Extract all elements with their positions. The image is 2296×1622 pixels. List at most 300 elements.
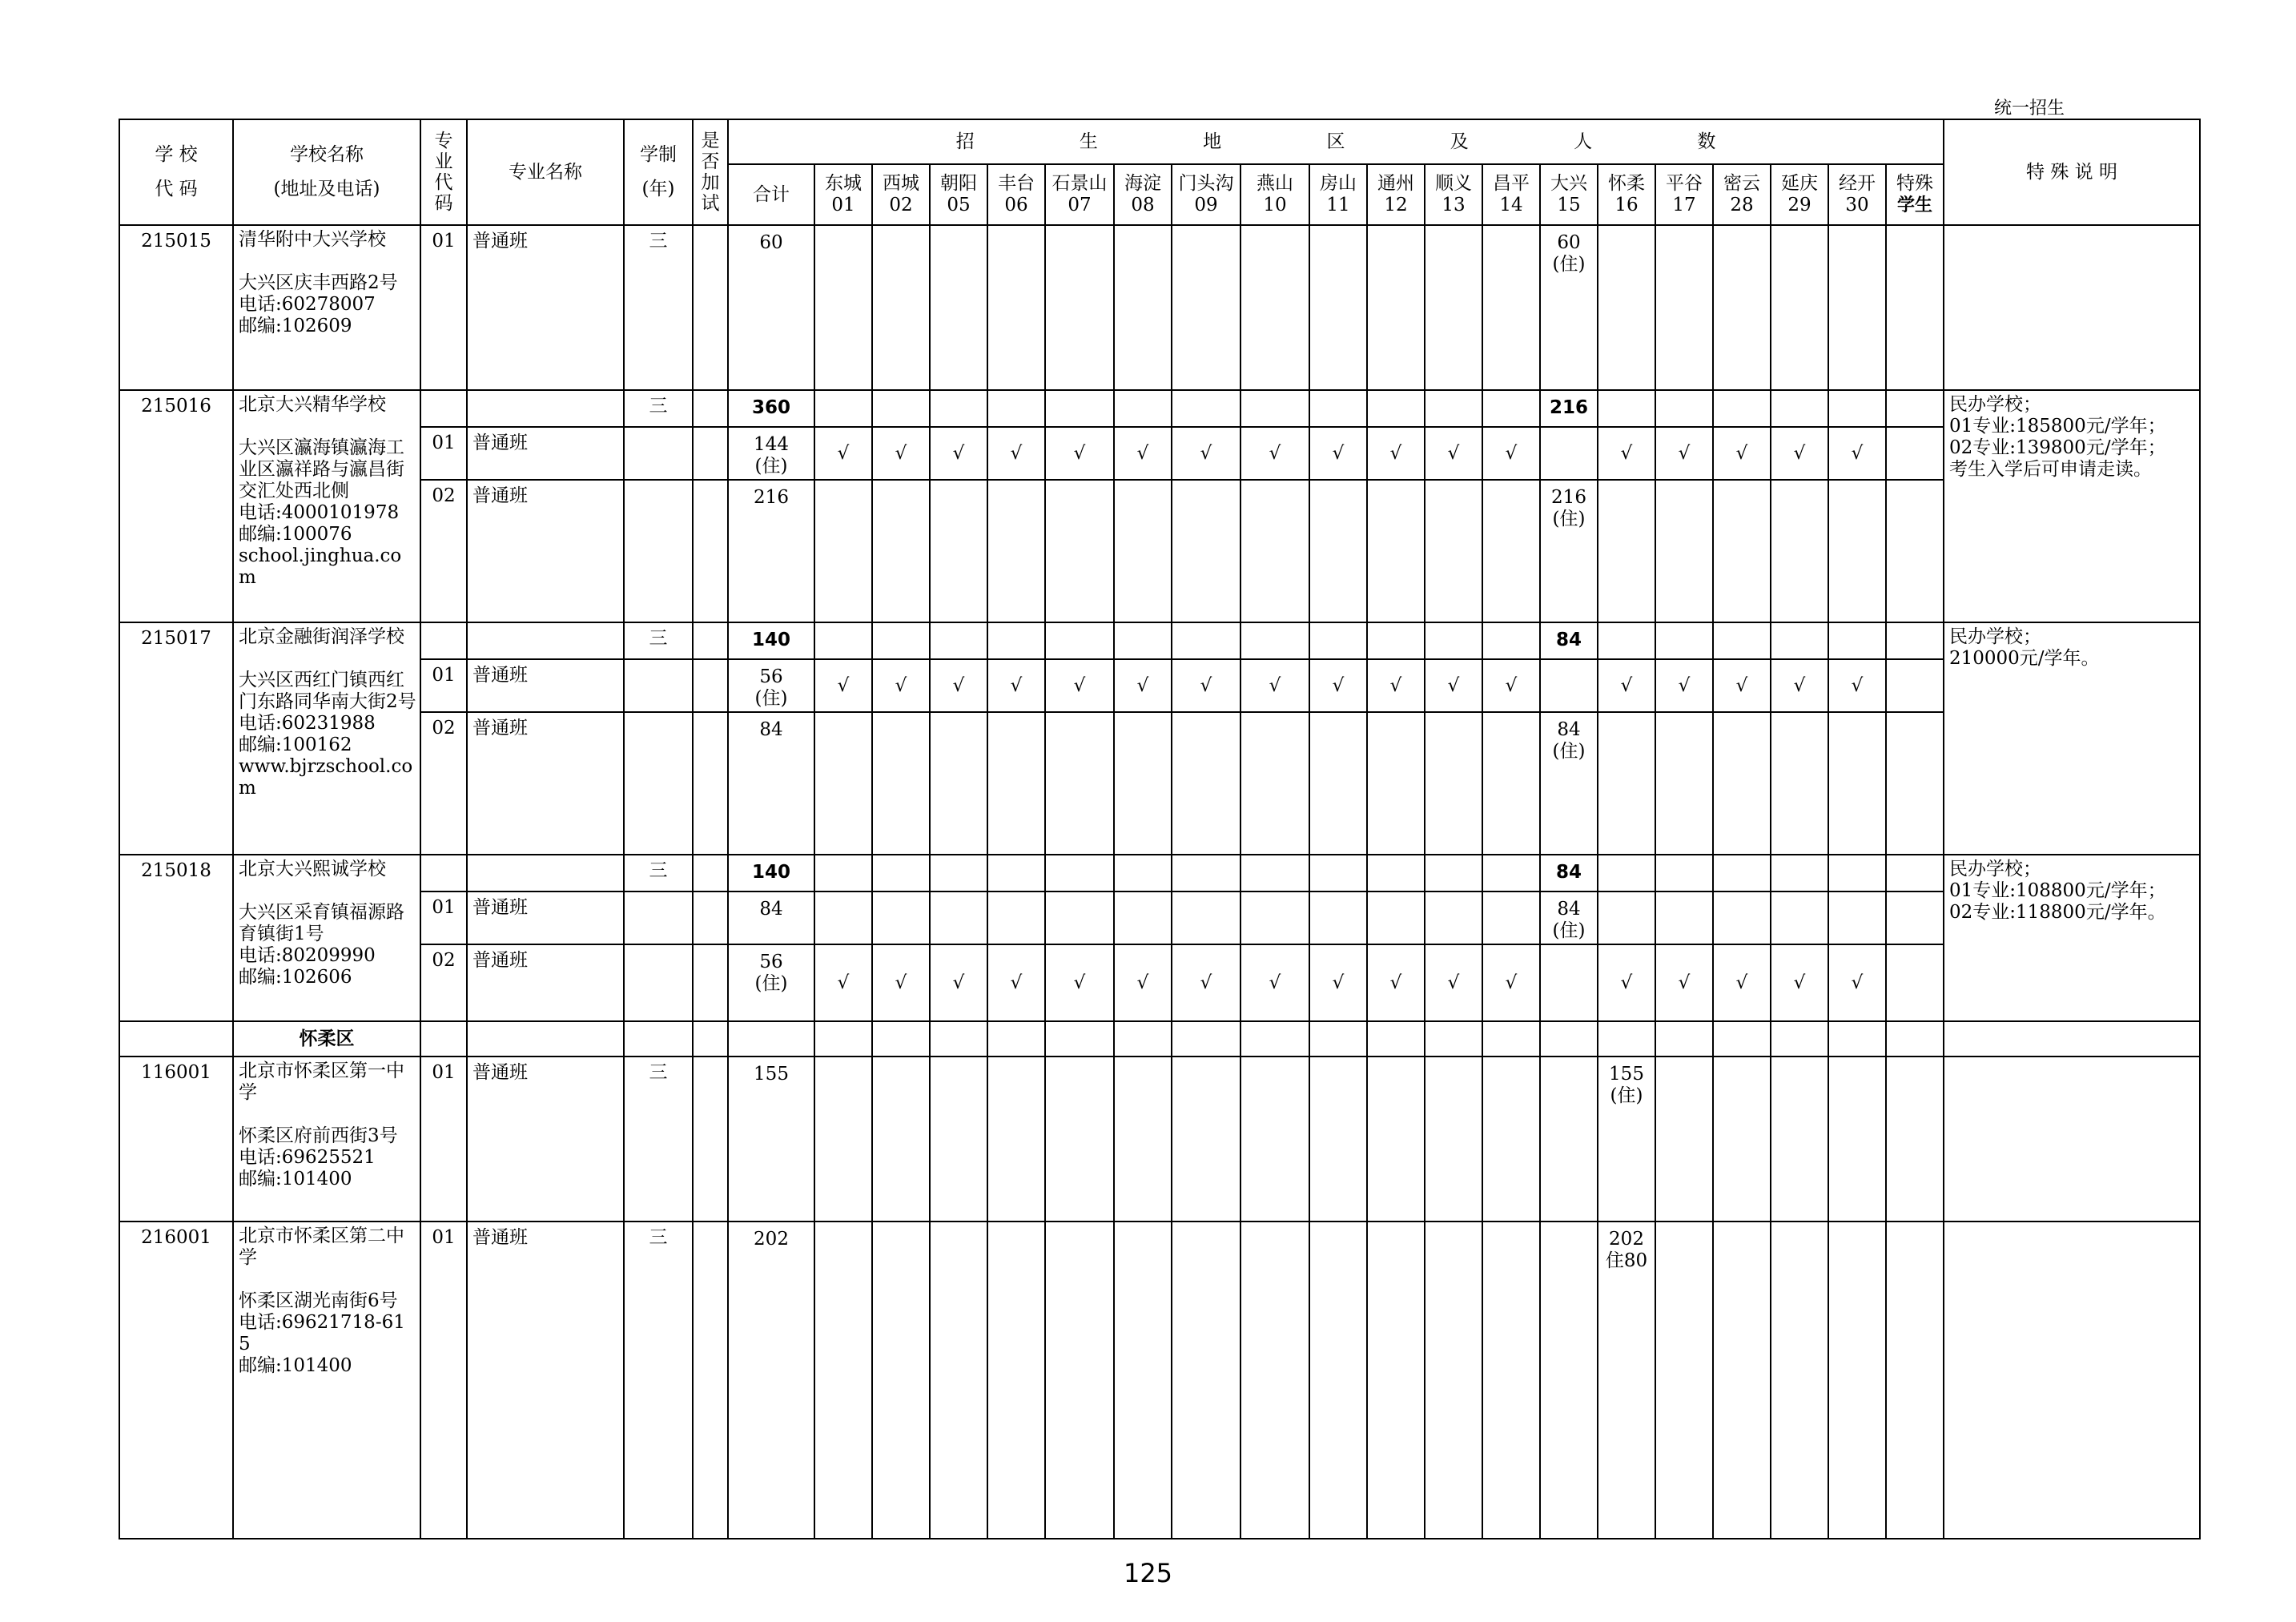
region-cell-09-check: √ <box>1172 427 1240 480</box>
region-cell-30 <box>1828 891 1886 944</box>
header-region-16: 怀柔 16 <box>1598 164 1655 225</box>
major-name: 普通班 <box>467 659 624 712</box>
region-cell-16-check: √ <box>1598 427 1655 480</box>
district-empty <box>420 1021 467 1057</box>
region-cell-06 <box>987 1057 1045 1222</box>
region-cell-07-check: √ <box>1045 944 1114 1021</box>
region-cell-15 <box>1540 1057 1598 1222</box>
region-cell-06-check: √ <box>987 427 1045 480</box>
region-cell-07 <box>1045 1057 1114 1222</box>
total: 56 (住) <box>728 659 814 712</box>
region-cell-12 <box>1367 1057 1425 1222</box>
district-empty <box>1771 1021 1828 1057</box>
special-notes <box>1944 1057 2200 1222</box>
years: 三 <box>624 622 693 659</box>
region-cell-11 <box>1309 390 1367 427</box>
header-region-14: 昌平 14 <box>1482 164 1540 225</box>
region-cell-05 <box>930 891 987 944</box>
region-cell-学生 <box>1886 1222 1944 1539</box>
region-cell-14 <box>1482 712 1540 855</box>
region-cell-07 <box>1045 712 1114 855</box>
major-code <box>420 390 467 427</box>
major-name: 普通班 <box>467 225 624 390</box>
years <box>624 891 693 944</box>
region-cell-06 <box>987 622 1045 659</box>
header-region-30: 经开 30 <box>1828 164 1886 225</box>
region-cell-10-check: √ <box>1240 944 1309 1021</box>
years <box>624 659 693 712</box>
region-cell-28 <box>1713 712 1771 855</box>
school-postcode: 邮编:100162 <box>239 735 352 755</box>
region-cell-16 <box>1598 225 1655 390</box>
district-empty <box>872 1021 930 1057</box>
school-info <box>233 1222 420 1539</box>
region-cell-17 <box>1655 622 1713 659</box>
header-region-02: 西城 02 <box>872 164 930 225</box>
region-cell-10 <box>1240 855 1309 891</box>
extra-test <box>693 427 728 480</box>
region-cell-学生 <box>1886 855 1944 891</box>
table-row <box>119 1222 2200 1539</box>
special-notes: 民办学校； 01专业:108800元/学年； 02专业:118800元/学年。 <box>1944 855 2200 1021</box>
years <box>624 712 693 855</box>
region-cell-17 <box>1655 390 1713 427</box>
region-cell-08 <box>1114 390 1172 427</box>
region-cell-05 <box>930 1057 987 1222</box>
region-cell-02-check: √ <box>872 944 930 1021</box>
major-name: 普通班 <box>467 427 624 480</box>
region-cell-15: 84 (住) <box>1540 891 1598 944</box>
region-cell-09 <box>1172 480 1240 622</box>
region-cell-14-check: √ <box>1482 659 1540 712</box>
region-cell-15: 84 <box>1540 622 1598 659</box>
region-cell-14 <box>1482 1057 1540 1222</box>
region-cell-29 <box>1771 622 1828 659</box>
district-empty <box>1172 1021 1240 1057</box>
table-row <box>119 480 2200 622</box>
header-region-29: 延庆 29 <box>1771 164 1828 225</box>
school-postcode: 邮编:102606 <box>239 967 352 988</box>
header-major-code: 专业代码 <box>420 119 467 225</box>
table-header <box>119 119 2200 225</box>
region-cell-08 <box>1114 1057 1172 1222</box>
region-cell-09 <box>1172 712 1240 855</box>
region-cell-08-check: √ <box>1114 659 1172 712</box>
region-cell-13 <box>1425 1222 1482 1539</box>
region-cell-29-check: √ <box>1771 944 1828 1021</box>
district-empty <box>1367 1021 1425 1057</box>
region-cell-01 <box>814 891 872 944</box>
region-cell-28 <box>1713 1222 1771 1539</box>
extra-test <box>693 480 728 622</box>
region-cell-30 <box>1828 480 1886 622</box>
major-name <box>467 390 624 427</box>
table-row-summary <box>119 622 2200 659</box>
enrollment-table <box>119 119 2201 1539</box>
region-cell-10 <box>1240 622 1309 659</box>
district-empty <box>1598 1021 1655 1057</box>
region-cell-05-check: √ <box>930 427 987 480</box>
total: 144 (住) <box>728 427 814 480</box>
region-cell-07 <box>1045 1222 1114 1539</box>
region-cell-07 <box>1045 622 1114 659</box>
major-code: 01 <box>420 1057 467 1222</box>
region-cell-16 <box>1598 390 1655 427</box>
total: 84 <box>728 891 814 944</box>
district-empty <box>1828 1021 1886 1057</box>
table-row-summary <box>119 390 2200 427</box>
school-phone: 电话:60231988 <box>239 713 376 734</box>
district-empty <box>1114 1021 1172 1057</box>
region-cell-06 <box>987 891 1045 944</box>
region-cell-17 <box>1655 1222 1713 1539</box>
region-cell-学生 <box>1886 1057 1944 1222</box>
school-code: 116001 <box>119 1057 233 1222</box>
district-empty <box>1425 1021 1482 1057</box>
region-cell-30 <box>1828 855 1886 891</box>
region-cell-16-check: √ <box>1598 659 1655 712</box>
region-cell-07 <box>1045 855 1114 891</box>
table-row <box>119 225 2200 390</box>
region-cell-15: 84 (住) <box>1540 712 1598 855</box>
region-cell-17 <box>1655 855 1713 891</box>
region-cell-11-check: √ <box>1309 659 1367 712</box>
region-cell-15 <box>1540 427 1598 480</box>
region-cell-28 <box>1713 225 1771 390</box>
region-cell-28 <box>1713 1057 1771 1222</box>
extra-test <box>693 944 728 1021</box>
region-cell-09-check: √ <box>1172 944 1240 1021</box>
region-cell-16: 202 住80 <box>1598 1222 1655 1539</box>
district-empty <box>1309 1021 1367 1057</box>
region-cell-11 <box>1309 855 1367 891</box>
school-code: 215015 <box>119 225 233 390</box>
school-address: 怀柔区府前西街3号 <box>239 1125 398 1146</box>
region-cell-10 <box>1240 225 1309 390</box>
region-cell-06 <box>987 855 1045 891</box>
region-cell-学生 <box>1886 225 1944 390</box>
region-cell-17-check: √ <box>1655 659 1713 712</box>
district-empty <box>930 1021 987 1057</box>
region-cell-16: 155 (住) <box>1598 1057 1655 1222</box>
header-extra-test: 是否加试 <box>693 119 728 225</box>
region-cell-02 <box>872 891 930 944</box>
region-cell-15: 84 <box>1540 855 1598 891</box>
region-cell-13 <box>1425 891 1482 944</box>
region-cell-07 <box>1045 390 1114 427</box>
region-cell-08 <box>1114 855 1172 891</box>
school-info <box>233 622 420 855</box>
region-cell-30 <box>1828 622 1886 659</box>
region-cell-08-check: √ <box>1114 944 1172 1021</box>
region-cell-14 <box>1482 855 1540 891</box>
region-cell-14 <box>1482 225 1540 390</box>
header-region-07: 石景山 07 <box>1045 164 1114 225</box>
special-notes: 民办学校； 01专业:185800元/学年； 02专业:139800元/学年； 考生入学后可申请走读。 <box>1944 390 2200 622</box>
school-info <box>233 855 420 1021</box>
years: 三 <box>624 1222 693 1539</box>
region-cell-10 <box>1240 1057 1309 1222</box>
school-website: www.bjrzschool.com <box>239 756 413 799</box>
years: 三 <box>624 390 693 427</box>
region-cell-30-check: √ <box>1828 427 1886 480</box>
region-cell-11-check: √ <box>1309 427 1367 480</box>
region-cell-09 <box>1172 225 1240 390</box>
region-cell-02 <box>872 225 930 390</box>
region-cell-12 <box>1367 1222 1425 1539</box>
region-cell-12-check: √ <box>1367 659 1425 712</box>
school-name: 北京市怀柔区第一中学 <box>239 1061 404 1103</box>
region-cell-09-check: √ <box>1172 659 1240 712</box>
region-cell-15: 60 (住) <box>1540 225 1598 390</box>
region-cell-06-check: √ <box>987 659 1045 712</box>
region-cell-10 <box>1240 891 1309 944</box>
special-notes <box>1944 225 2200 390</box>
major-name: 普通班 <box>467 944 624 1021</box>
school-website: school.jinghua.com <box>239 545 402 588</box>
years: 三 <box>624 1057 693 1222</box>
extra-test <box>693 659 728 712</box>
district-empty <box>728 1021 814 1057</box>
region-cell-06 <box>987 712 1045 855</box>
major-name: 普通班 <box>467 1057 624 1222</box>
region-cell-学生 <box>1886 427 1944 480</box>
school-phone: 电话:60278007 <box>239 294 376 315</box>
table-row <box>119 712 2200 855</box>
region-cell-02 <box>872 712 930 855</box>
district-empty <box>814 1021 872 1057</box>
region-cell-01-check: √ <box>814 944 872 1021</box>
region-cell-05-check: √ <box>930 944 987 1021</box>
region-cell-05 <box>930 622 987 659</box>
region-cell-15: 216 <box>1540 390 1598 427</box>
region-cell-16 <box>1598 622 1655 659</box>
region-cell-09 <box>1172 1057 1240 1222</box>
district-empty <box>1540 1021 1598 1057</box>
region-cell-14 <box>1482 390 1540 427</box>
school-address: 大兴区瀛海镇瀛海工业区瀛祥路与瀛昌街交汇处西北侧 <box>239 437 404 501</box>
region-cell-11-check: √ <box>1309 944 1367 1021</box>
total: 84 <box>728 712 814 855</box>
major-name <box>467 622 624 659</box>
region-cell-12 <box>1367 855 1425 891</box>
region-cell-29-check: √ <box>1771 427 1828 480</box>
region-cell-11 <box>1309 480 1367 622</box>
years <box>624 480 693 622</box>
region-cell-16 <box>1598 855 1655 891</box>
school-code: 216001 <box>119 1222 233 1539</box>
school-info <box>233 225 420 390</box>
region-cell-14 <box>1482 1222 1540 1539</box>
school-info <box>233 390 420 622</box>
header-region-17: 平谷 17 <box>1655 164 1713 225</box>
region-cell-06-check: √ <box>987 944 1045 1021</box>
region-cell-28 <box>1713 390 1771 427</box>
region-cell-16 <box>1598 712 1655 855</box>
region-cell-15 <box>1540 1222 1598 1539</box>
region-cell-30 <box>1828 225 1886 390</box>
region-cell-01 <box>814 225 872 390</box>
region-cell-29 <box>1771 891 1828 944</box>
region-cell-07 <box>1045 225 1114 390</box>
region-cell-08 <box>1114 891 1172 944</box>
region-cell-11 <box>1309 891 1367 944</box>
region-cell-16 <box>1598 480 1655 622</box>
region-cell-15: 216 (住) <box>1540 480 1598 622</box>
region-cell-07 <box>1045 891 1114 944</box>
major-code: 01 <box>420 1222 467 1539</box>
header-special-notes: 特 殊 说 明 <box>1944 119 2200 225</box>
region-cell-14-check: √ <box>1482 944 1540 1021</box>
region-cell-06 <box>987 1222 1045 1539</box>
major-code <box>420 855 467 891</box>
region-cell-10 <box>1240 480 1309 622</box>
total: 56 (住) <box>728 944 814 1021</box>
district-empty <box>467 1021 624 1057</box>
region-cell-13 <box>1425 855 1482 891</box>
extra-test <box>693 1057 728 1222</box>
region-cell-12 <box>1367 712 1425 855</box>
extra-test <box>693 622 728 659</box>
region-cell-28 <box>1713 891 1771 944</box>
region-cell-02 <box>872 622 930 659</box>
region-cell-29 <box>1771 480 1828 622</box>
region-cell-07 <box>1045 480 1114 622</box>
region-cell-28-check: √ <box>1713 659 1771 712</box>
school-name: 北京大兴精华学校 <box>239 394 386 415</box>
region-cell-13 <box>1425 712 1482 855</box>
region-cell-06 <box>987 390 1045 427</box>
special-notes: 民办学校； 210000元/学年。 <box>1944 622 2200 855</box>
region-cell-10 <box>1240 390 1309 427</box>
region-cell-01 <box>814 390 872 427</box>
header-school-code: 学 校 代 码 <box>119 119 233 225</box>
region-cell-02 <box>872 1222 930 1539</box>
region-cell-05 <box>930 225 987 390</box>
region-cell-05 <box>930 1222 987 1539</box>
school-address: 大兴区西红门镇西红门东路同华南大街2号 <box>239 670 416 712</box>
table-row <box>119 659 2200 712</box>
region-cell-09 <box>1172 891 1240 944</box>
total: 360 <box>728 390 814 427</box>
region-cell-12-check: √ <box>1367 944 1425 1021</box>
district-empty <box>987 1021 1045 1057</box>
header-region-15: 大兴 15 <box>1540 164 1598 225</box>
region-cell-14 <box>1482 891 1540 944</box>
region-cell-30-check: √ <box>1828 944 1886 1021</box>
region-cell-11 <box>1309 225 1367 390</box>
years <box>624 427 693 480</box>
region-cell-11 <box>1309 622 1367 659</box>
page-number: 125 <box>1123 1558 1173 1588</box>
region-cell-学生 <box>1886 944 1944 1021</box>
region-cell-12 <box>1367 891 1425 944</box>
region-cell-28 <box>1713 480 1771 622</box>
header-major-name: 专业名称 <box>467 119 624 225</box>
school-code: 215017 <box>119 622 233 855</box>
header-region-06: 丰台 06 <box>987 164 1045 225</box>
years <box>624 944 693 1021</box>
school-name: 清华附中大兴学校 <box>239 229 386 250</box>
region-cell-30 <box>1828 712 1886 855</box>
header-region-01: 东城 01 <box>814 164 872 225</box>
header-region-08: 海淀 08 <box>1114 164 1172 225</box>
region-cell-学生 <box>1886 891 1944 944</box>
total: 202 <box>728 1222 814 1539</box>
region-cell-29 <box>1771 855 1828 891</box>
table-row-summary <box>119 855 2200 891</box>
district-empty <box>1655 1021 1713 1057</box>
region-cell-05 <box>930 480 987 622</box>
region-cell-01 <box>814 480 872 622</box>
region-cell-12 <box>1367 390 1425 427</box>
region-cell-08 <box>1114 480 1172 622</box>
region-cell-10-check: √ <box>1240 659 1309 712</box>
district-empty <box>119 1021 233 1057</box>
region-cell-13-check: √ <box>1425 659 1482 712</box>
region-cell-09 <box>1172 390 1240 427</box>
table-row <box>119 891 2200 944</box>
major-code: 02 <box>420 944 467 1021</box>
region-cell-17 <box>1655 712 1713 855</box>
region-cell-02 <box>872 1057 930 1222</box>
district-row <box>119 1021 2200 1057</box>
district-empty <box>1713 1021 1771 1057</box>
major-code: 01 <box>420 225 467 390</box>
region-cell-17 <box>1655 225 1713 390</box>
region-cell-10-check: √ <box>1240 427 1309 480</box>
region-cell-12-check: √ <box>1367 427 1425 480</box>
region-cell-30 <box>1828 1057 1886 1222</box>
district-empty <box>693 1021 728 1057</box>
region-cell-13-check: √ <box>1425 944 1482 1021</box>
major-name <box>467 855 624 891</box>
region-cell-13 <box>1425 1057 1482 1222</box>
school-address: 大兴区庆丰西路2号 <box>239 272 398 293</box>
region-cell-06 <box>987 480 1045 622</box>
region-cell-13 <box>1425 480 1482 622</box>
region-cell-11 <box>1309 712 1367 855</box>
region-cell-30 <box>1828 1222 1886 1539</box>
region-cell-01 <box>814 712 872 855</box>
region-cell-07-check: √ <box>1045 659 1114 712</box>
region-cell-13 <box>1425 390 1482 427</box>
extra-test <box>693 712 728 855</box>
region-cell-28-check: √ <box>1713 427 1771 480</box>
region-cell-12 <box>1367 225 1425 390</box>
extra-test <box>693 390 728 427</box>
school-code: 215016 <box>119 390 233 622</box>
region-cell-学生 <box>1886 622 1944 659</box>
school-postcode: 邮编:101400 <box>239 1169 352 1189</box>
region-cell-16 <box>1598 891 1655 944</box>
header-region-11: 房山 11 <box>1309 164 1367 225</box>
region-cell-13 <box>1425 622 1482 659</box>
total: 140 <box>728 855 814 891</box>
header-region-title: 招 生 地 区 及 人 数 <box>728 119 1944 164</box>
region-cell-02 <box>872 480 930 622</box>
header-school-name: 学校名称 (地址及电话) <box>233 119 420 225</box>
region-cell-29 <box>1771 1222 1828 1539</box>
major-name: 普通班 <box>467 1222 624 1539</box>
region-cell-14 <box>1482 480 1540 622</box>
region-cell-30-check: √ <box>1828 659 1886 712</box>
table-row <box>119 944 2200 1021</box>
major-code: 02 <box>420 712 467 855</box>
region-cell-15 <box>1540 944 1598 1021</box>
region-cell-01 <box>814 855 872 891</box>
major-code: 01 <box>420 659 467 712</box>
